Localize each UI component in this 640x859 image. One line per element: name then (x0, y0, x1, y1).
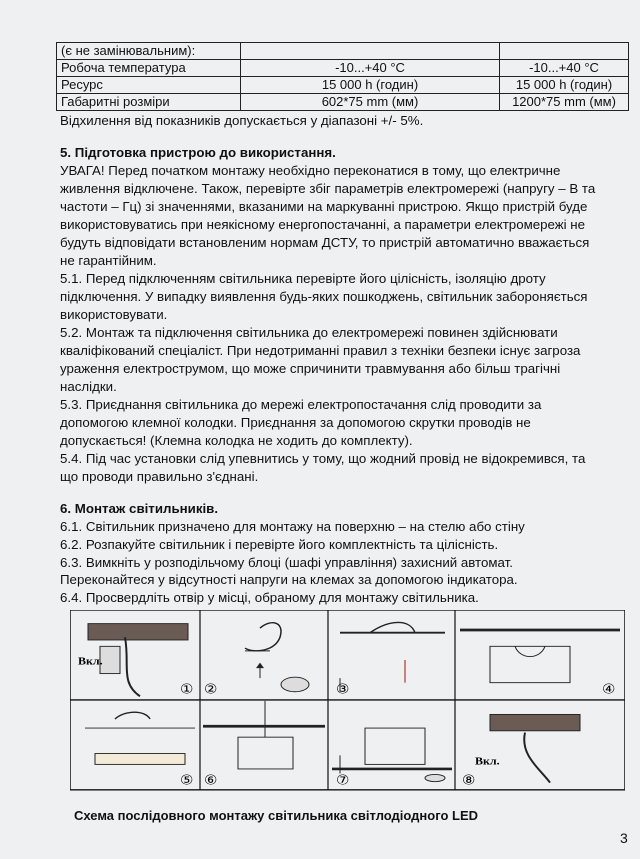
panel-8-breaker-on (490, 714, 580, 782)
spec-value-1200 (500, 43, 629, 60)
panel-6-connection (203, 701, 325, 769)
spec-value-1200: 1200*75 mm (мм) (500, 94, 629, 111)
step-item: 6.2. Розпакуйте світильник і перевірте його комплектність та цілісність. (60, 537, 499, 552)
paragraph-5-3-line: 5.3. Приєднання світильника до мережі електропостачання слід проводити за (60, 397, 542, 412)
warning-line: частоти – Гц) зі значеннями, вказаними на маркуванні пристрою. Якщо пристрій буде (60, 199, 588, 214)
step-number-1: ① (180, 682, 194, 698)
spec-value-1200: -10...+40 °C (500, 60, 629, 77)
table-row (57, 43, 629, 60)
panel-3-bracket-mount (340, 622, 445, 691)
panel-5-wire (85, 712, 195, 764)
paragraph-5-2-line: наслідки. (60, 379, 117, 394)
step-number-8: ⑧ (462, 772, 476, 789)
section-6-heading: 6. Монтаж світильників. (60, 501, 219, 516)
specs-table (56, 42, 629, 111)
warning-line: використовуватись при неякісному енергопостачанні, а параметри електромережі не (60, 217, 586, 232)
spec-label: Габаритні розміри (57, 94, 241, 111)
spec-value-600 (241, 43, 500, 60)
step-item: 6.3. Вимкніть у розподільчому блоці (шафі управління) захисний автомат. (60, 555, 513, 570)
spec-value-600: -10...+40 °C (241, 60, 500, 77)
label-on-2: Вкл. (475, 755, 500, 768)
step-number-5: ⑤ (180, 772, 194, 789)
step-number-7: ⑦ (336, 772, 350, 789)
spec-label: Робоча температура (57, 60, 241, 77)
spec-label: Ресурс (57, 77, 241, 94)
warning-line: не гарантійним. (60, 253, 157, 268)
paragraph-5-3-line: допомогою клемної колодки. Приєднання за допомогою скрутки проводів не (60, 415, 531, 430)
step-item: Переконайтеся у відсутності напруги на клемах за допомогою індикатора. (60, 572, 518, 587)
diagram-caption: Схема послідовного монтажу світильника світлодіодного LED (74, 808, 479, 823)
step-item: 6.4. Просвердліть отвір у місці, обраному для монтажу світильника. (60, 590, 479, 605)
step-number-4: ④ (602, 682, 616, 698)
spec-value-600: 15 000 h (годин) (241, 77, 500, 94)
paragraph-5-2-line: ураження електрострумом, що може спричинити травмування або більш трагічні (60, 361, 561, 376)
spec-label: (є не замінювальним): (57, 43, 241, 60)
section-5-heading: 5. Підготовка пристрою до використання. (60, 145, 336, 160)
paragraph-5-2-line: 5.2. Монтаж та підключення світильника до електромережі повинен здійснювати (60, 325, 558, 340)
panel-4-fixture-frame (460, 630, 620, 683)
paragraph-5-1-line: підключення. У випадку виявлення будь-яких пошкоджень, світильник забороняється (60, 289, 588, 304)
warning-line: живлення відключене. Також, перевірте збіг параметрів електромережі (напругу – В та (60, 181, 596, 196)
deviation-note: Відхилення від показників допускається у діапазоні +/- 5%. (60, 113, 424, 128)
table-row (57, 77, 629, 94)
paragraph-5-1-line: використовувати. (60, 307, 168, 322)
page-number: 3 (620, 830, 628, 846)
panel-1-breaker (88, 624, 188, 697)
paragraph-5-2-line: кваліфікований спеціаліст. При недотриманні правил з техніки безпеки існує загроза (60, 343, 581, 358)
table-row (57, 60, 629, 77)
panel-2-bracket (245, 623, 309, 692)
warning-line: УВАГА! Перед початком монтажу необхідно переконатися в тому, що електричне (60, 163, 561, 178)
step-item: 6.1. Світильник призначено для монтажу на поверхню – на стелю або стіну (60, 519, 525, 534)
label-on: Вкл. (78, 655, 103, 668)
spec-value-1200: 15 000 h (годин) (500, 77, 629, 94)
panel-7-fixture-attach (332, 728, 452, 782)
installation-diagram (70, 610, 625, 808)
warning-line: будуть відповідати встановленим нормам ДСТУ, то пристрій автоматично вважається (60, 235, 590, 250)
step-number-6: ⑥ (204, 772, 218, 789)
paragraph-5-3-line: допускається! (Клемна колодка не ходить до комплекту). (60, 433, 413, 448)
table-row (57, 94, 629, 111)
paragraph-5-4-line: 5.4. Під час установки слід упевнитись у тому, що жодний провід не відокремився, та (60, 451, 586, 466)
step-number-3: ③ (336, 682, 350, 698)
step-number-2: ② (204, 682, 218, 698)
paragraph-5-4-line: що проводи правильно з'єднані. (60, 469, 259, 484)
spec-value-600: 602*75 mm (мм) (241, 94, 500, 111)
paragraph-5-1-line: 5.1. Перед підключенням світильника перевірте його цілісність, ізоляцію дроту (60, 271, 546, 286)
